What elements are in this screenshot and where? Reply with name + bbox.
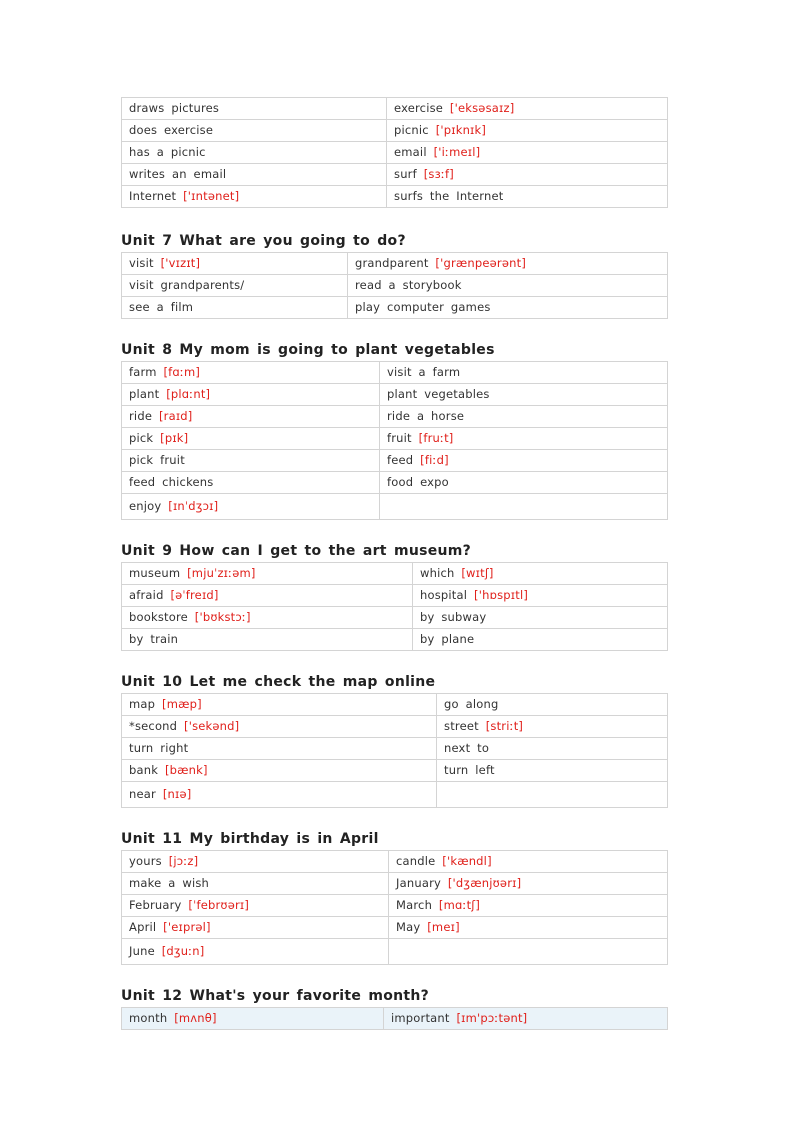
vocab-cell bbox=[122, 738, 437, 760]
vocab-word: visit a farm bbox=[387, 365, 461, 379]
vocab-cell bbox=[122, 873, 389, 895]
table-row bbox=[122, 760, 668, 782]
unit-title: Unit 9 How can I get to the art museum? bbox=[121, 543, 472, 559]
vocab-cell bbox=[122, 472, 380, 494]
table-row bbox=[122, 694, 668, 716]
vocab-word: feed chickens bbox=[129, 475, 214, 489]
table-row bbox=[122, 384, 668, 406]
vocab-cell bbox=[122, 782, 437, 808]
vocab-word: draws pictures bbox=[129, 101, 220, 115]
vocab-cell bbox=[380, 428, 668, 450]
table-row bbox=[122, 607, 668, 629]
vocab-cell bbox=[122, 851, 389, 873]
vocab-cell bbox=[437, 716, 668, 738]
phonetic-transcription: [striːt] bbox=[485, 719, 524, 733]
vocab-word: map bbox=[129, 697, 156, 711]
phonetic-transcription: ['grænpeərənt] bbox=[435, 256, 527, 270]
vocab-table bbox=[121, 850, 668, 965]
vocab-word: January bbox=[396, 876, 441, 890]
vocab-cell bbox=[122, 142, 387, 164]
vocab-word: plant bbox=[129, 387, 160, 401]
vocab-cell bbox=[380, 406, 668, 428]
phonetic-transcription: [mʌnθ] bbox=[174, 1011, 217, 1025]
phonetic-transcription: [sɜːf] bbox=[423, 167, 454, 181]
vocab-cell bbox=[387, 142, 668, 164]
vocab-word: May bbox=[396, 920, 421, 934]
vocabulary-document bbox=[121, 97, 667, 1030]
vocab-word: turn left bbox=[444, 763, 495, 777]
vocab-word: yours bbox=[129, 854, 162, 868]
phonetic-transcription: ['kændl] bbox=[442, 854, 492, 868]
phonetic-transcription: [fruːt] bbox=[418, 431, 454, 445]
phonetic-transcription: [fɑːm] bbox=[163, 365, 201, 379]
vocab-cell bbox=[122, 585, 413, 607]
vocab-cell bbox=[122, 629, 413, 651]
vocab-word: March bbox=[396, 898, 433, 912]
vocab-word: play computer games bbox=[355, 300, 491, 314]
vocab-cell bbox=[389, 917, 668, 939]
unit-title: Unit 10 Let me check the map online bbox=[121, 674, 436, 690]
table-row bbox=[122, 275, 668, 297]
phonetic-transcription: ['ɪntənet] bbox=[183, 189, 240, 203]
phonetic-transcription: [fiːd] bbox=[420, 453, 449, 467]
vocab-word: make a wish bbox=[129, 876, 210, 890]
vocab-cell bbox=[389, 895, 668, 917]
phonetic-transcription: ['eɪprəl] bbox=[163, 920, 211, 934]
vocab-word: visit bbox=[129, 256, 154, 270]
vocab-cell bbox=[437, 760, 668, 782]
vocab-table bbox=[121, 562, 668, 651]
vocab-word: exercise bbox=[394, 101, 444, 115]
vocab-cell bbox=[122, 694, 437, 716]
phonetic-transcription: [raɪd] bbox=[158, 409, 193, 423]
vocab-word: ride bbox=[129, 409, 153, 423]
vocab-word: which bbox=[420, 566, 455, 580]
phonetic-transcription: ['sekənd] bbox=[184, 719, 240, 733]
phonetic-transcription: [plɑːnt] bbox=[166, 387, 211, 401]
unit-title: Unit 11 My birthday is in April bbox=[121, 831, 379, 847]
unit-section bbox=[121, 230, 667, 319]
phonetic-transcription: [ɪnˈdʒɔɪ] bbox=[168, 499, 219, 513]
table-row bbox=[122, 428, 668, 450]
vocab-word: has a picnic bbox=[129, 145, 206, 159]
table-row bbox=[122, 917, 668, 939]
table-row bbox=[122, 873, 668, 895]
phonetic-transcription: [ɪm'pɔːtənt] bbox=[456, 1011, 528, 1025]
table-row bbox=[122, 186, 668, 208]
vocab-table bbox=[121, 1007, 668, 1030]
table-row bbox=[122, 362, 668, 384]
phonetic-transcription: ['dʒænjʊərɪ] bbox=[447, 876, 522, 890]
unit-section bbox=[121, 985, 667, 1030]
vocab-table bbox=[121, 693, 668, 808]
phonetic-transcription: [wɪtʃ] bbox=[461, 566, 494, 580]
vocab-cell bbox=[122, 917, 389, 939]
vocab-cell bbox=[122, 384, 380, 406]
vocab-word: picnic bbox=[394, 123, 429, 137]
vocab-word: hospital bbox=[420, 588, 468, 602]
vocab-cell bbox=[380, 450, 668, 472]
unit-title: Unit 7 What are you going to do? bbox=[121, 233, 406, 249]
vocab-cell bbox=[387, 120, 668, 142]
vocab-word: surf bbox=[394, 167, 417, 181]
vocab-cell bbox=[380, 362, 668, 384]
phonetic-transcription: [mɑːtʃ] bbox=[438, 898, 481, 912]
vocab-cell bbox=[413, 563, 668, 585]
vocab-cell bbox=[437, 782, 668, 808]
phonetic-transcription: [mæp] bbox=[162, 697, 202, 711]
table-row bbox=[122, 585, 668, 607]
vocab-word: read a storybook bbox=[355, 278, 462, 292]
vocab-cell bbox=[348, 275, 668, 297]
vocab-word: writes an email bbox=[129, 167, 227, 181]
unit-section bbox=[121, 828, 667, 965]
vocab-cell bbox=[122, 760, 437, 782]
vocab-cell bbox=[122, 297, 348, 319]
vocab-word: fruit bbox=[387, 431, 412, 445]
phonetic-transcription: [əˈfreɪd] bbox=[170, 588, 219, 602]
vocab-word: next to bbox=[444, 741, 490, 755]
vocab-word: ride a horse bbox=[387, 409, 465, 423]
phonetic-transcription: [jɔːz] bbox=[168, 854, 199, 868]
vocab-word: by subway bbox=[420, 610, 487, 624]
vocab-cell bbox=[122, 428, 380, 450]
vocab-word: enjoy bbox=[129, 499, 162, 513]
vocab-cell bbox=[413, 629, 668, 651]
vocab-cell bbox=[122, 895, 389, 917]
vocab-word: near bbox=[129, 787, 156, 801]
vocab-cell bbox=[122, 607, 413, 629]
vocab-table bbox=[121, 252, 668, 319]
table-row bbox=[122, 494, 668, 520]
vocab-cell bbox=[413, 607, 668, 629]
vocab-cell bbox=[348, 297, 668, 319]
vocab-cell bbox=[437, 694, 668, 716]
vocab-word: April bbox=[129, 920, 157, 934]
vocab-word: see a film bbox=[129, 300, 194, 314]
vocab-cell bbox=[387, 186, 668, 208]
table-row bbox=[122, 253, 668, 275]
vocab-cell bbox=[384, 1008, 668, 1030]
vocab-cell bbox=[387, 98, 668, 120]
table-row bbox=[122, 1008, 668, 1030]
vocab-word: turn right bbox=[129, 741, 189, 755]
vocab-cell bbox=[380, 494, 668, 520]
vocab-cell bbox=[122, 716, 437, 738]
table-row bbox=[122, 939, 668, 965]
vocab-cell bbox=[122, 164, 387, 186]
table-row bbox=[122, 164, 668, 186]
phonetic-transcription: ['pɪknɪk] bbox=[435, 123, 487, 137]
table-row bbox=[122, 563, 668, 585]
phonetic-transcription: ['vɪzɪt] bbox=[160, 256, 201, 270]
vocab-cell bbox=[122, 1008, 384, 1030]
vocab-cell bbox=[348, 253, 668, 275]
table-row bbox=[122, 450, 668, 472]
vocab-word: bookstore bbox=[129, 610, 188, 624]
vocab-word: afraid bbox=[129, 588, 164, 602]
vocab-word: bank bbox=[129, 763, 159, 777]
table-row bbox=[122, 629, 668, 651]
table-row bbox=[122, 406, 668, 428]
table-row bbox=[122, 782, 668, 808]
vocab-cell bbox=[122, 406, 380, 428]
vocab-cell bbox=[437, 738, 668, 760]
table-row bbox=[122, 716, 668, 738]
vocab-table bbox=[121, 361, 668, 520]
table-row bbox=[122, 297, 668, 319]
vocab-word: street bbox=[444, 719, 479, 733]
unit-section bbox=[121, 540, 667, 651]
vocab-word: *second bbox=[129, 719, 178, 733]
table-row bbox=[122, 851, 668, 873]
phonetic-transcription: [ˈfebrʊərɪ] bbox=[188, 898, 250, 912]
vocab-cell bbox=[387, 164, 668, 186]
phonetic-transcription: [mjuˈzɪːəm] bbox=[187, 566, 256, 580]
vocab-cell bbox=[389, 873, 668, 895]
table-row bbox=[122, 120, 668, 142]
vocab-cell bbox=[122, 494, 380, 520]
phonetic-transcription: ['eksəsaɪz] bbox=[449, 101, 515, 115]
vocab-word: Internet bbox=[129, 189, 177, 203]
vocab-word: pick fruit bbox=[129, 453, 185, 467]
table-row bbox=[122, 895, 668, 917]
vocab-word: email bbox=[394, 145, 427, 159]
vocab-cell bbox=[122, 275, 348, 297]
vocab-word: pick bbox=[129, 431, 154, 445]
unit-section bbox=[121, 97, 667, 208]
vocab-word: February bbox=[129, 898, 182, 912]
vocab-word: June bbox=[129, 944, 155, 958]
vocab-word: visit grandparents/ bbox=[129, 278, 245, 292]
phonetic-transcription: [dʒuːn] bbox=[161, 944, 205, 958]
phonetic-transcription: ['hɒspɪtl] bbox=[474, 588, 529, 602]
vocab-word: month bbox=[129, 1011, 168, 1025]
vocab-cell bbox=[122, 450, 380, 472]
table-row bbox=[122, 98, 668, 120]
vocab-cell bbox=[122, 253, 348, 275]
phonetic-transcription: ['iːmeɪl] bbox=[433, 145, 481, 159]
vocab-cell bbox=[122, 563, 413, 585]
unit-section bbox=[121, 339, 667, 520]
vocab-word: by plane bbox=[420, 632, 475, 646]
phonetic-transcription: [meɪ] bbox=[427, 920, 460, 934]
vocab-cell bbox=[413, 585, 668, 607]
table-row bbox=[122, 142, 668, 164]
vocab-word: does exercise bbox=[129, 123, 214, 137]
vocab-cell bbox=[122, 186, 387, 208]
vocab-word: candle bbox=[396, 854, 436, 868]
vocab-word: surfs the Internet bbox=[394, 189, 504, 203]
vocab-cell bbox=[122, 120, 387, 142]
phonetic-transcription: [nɪə] bbox=[162, 787, 192, 801]
vocab-word: feed bbox=[387, 453, 414, 467]
vocab-cell bbox=[389, 851, 668, 873]
unit-title: Unit 8 My mom is going to plant vegetables bbox=[121, 342, 495, 358]
phonetic-transcription: [pɪk] bbox=[160, 431, 189, 445]
phonetic-transcription: [bænk] bbox=[164, 763, 208, 777]
vocab-table bbox=[121, 97, 668, 208]
unit-title: Unit 12 What's your favorite month? bbox=[121, 988, 430, 1004]
vocab-cell bbox=[380, 384, 668, 406]
table-row bbox=[122, 738, 668, 760]
phonetic-transcription: ['bʊkstɔː] bbox=[194, 610, 251, 624]
vocab-cell bbox=[122, 939, 389, 965]
vocab-word: important bbox=[391, 1011, 450, 1025]
vocab-word: go along bbox=[444, 697, 499, 711]
vocab-cell bbox=[389, 939, 668, 965]
vocab-cell bbox=[122, 362, 380, 384]
vocab-cell bbox=[122, 98, 387, 120]
vocab-word: grandparent bbox=[355, 256, 429, 270]
table-row bbox=[122, 472, 668, 494]
vocab-word: plant vegetables bbox=[387, 387, 490, 401]
vocab-cell bbox=[380, 472, 668, 494]
vocab-word: food expo bbox=[387, 475, 449, 489]
vocab-word: by train bbox=[129, 632, 179, 646]
unit-section bbox=[121, 671, 667, 808]
vocab-word: farm bbox=[129, 365, 157, 379]
vocab-word: museum bbox=[129, 566, 181, 580]
